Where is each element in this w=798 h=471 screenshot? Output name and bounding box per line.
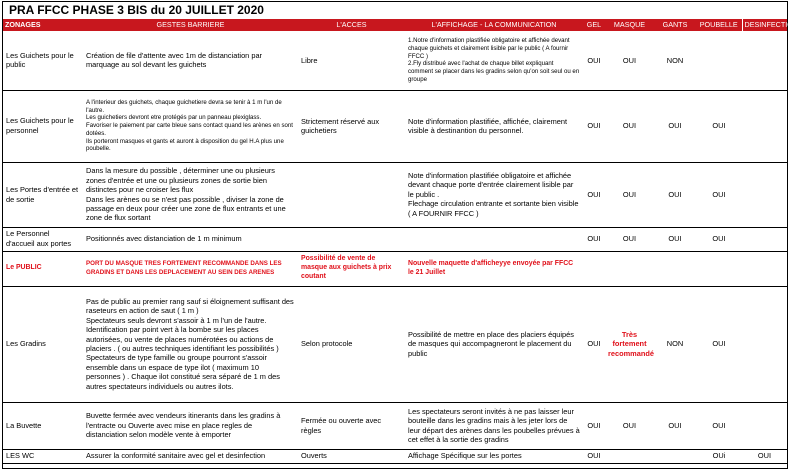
desinfection-cell: OUI (742, 449, 787, 463)
poubelle-cell: OUI (696, 90, 742, 162)
gel-cell: OUI (583, 286, 605, 402)
poubelle-cell: OUi (696, 449, 742, 463)
zone-cell: Les Guichets pour le public (3, 31, 83, 90)
gel-cell: OUI (583, 227, 605, 251)
table-row (3, 162, 787, 227)
desinfection-cell (742, 162, 787, 227)
gestes-cell: Assurer la conformité sanitaire avec gel et desinfection (83, 449, 298, 463)
acces-cell: Libre (298, 31, 405, 90)
gants-cell: NON (654, 31, 696, 90)
acces-cell: Selon protocole (298, 286, 405, 402)
masque-cell (605, 449, 654, 463)
gants-cell: OUI (654, 402, 696, 449)
zone-cell: LES WC (3, 449, 83, 463)
desinfection-cell (742, 90, 787, 162)
poubelle-cell: OUI (696, 402, 742, 449)
masque-cell: Très fortement recommandé (605, 286, 654, 402)
gel-cell (583, 251, 605, 286)
header-row (3, 19, 787, 31)
affichage-cell: 1.Notre d'information plastifiée obligatoire et affichée devant chaque guichets et clairement lisible par le public ( A fournir FFCC ) 2.Fly distribué avec l'achat de chaque billet expliquant comment se placer dans les gradins selon qu'on soit seul ou en groupe (405, 31, 583, 90)
header-poubelle: POUBELLE (696, 19, 742, 31)
desinfection-cell (742, 227, 787, 251)
gants-cell (654, 449, 696, 463)
zone-cell: Les Guichets pour le personnel (3, 90, 83, 162)
acces-cell (298, 162, 405, 227)
zone-cell: Le Personnel d'accueil aux portes (3, 227, 83, 251)
zone-cell: La Buvette (3, 402, 83, 449)
gestes-cell: A l'interieur des guichets, chaque guichetiere devra se tenir à 1 m l'un de l'autre. Les guichetiers devront etre protégés par un panneau plexiglass. Favoriser le paiement par carte bleue sans contact quand les arènes en sont dotées. Ils porteront masques et gants et auront à disposition du gel H.A plus une poubelle. (83, 90, 298, 162)
gestes-cell: PORT DU MASQUE TRES FORTEMENT RECOMMANDE DANS LES GRADINS ET DANS LES DEPLACEMENT AU SEIN DES ARENES (83, 251, 298, 286)
poubelle-cell: OUI (696, 162, 742, 227)
affichage-cell: Note d'information plastifiée, affichée, clairement visible à destinantion du personnel. (405, 90, 583, 162)
zone-cell: Le PUBLIC (3, 251, 83, 286)
header-desinfection: DESINFECTION (742, 19, 787, 31)
gel-cell: OUI (583, 31, 605, 90)
masque-cell: OUI (605, 31, 654, 90)
table-row (3, 90, 787, 162)
protocol-table (3, 19, 798, 464)
masque-cell (605, 251, 654, 286)
gestes-cell: Création de file d'attente avec 1m de distanciation par marquage au sol devant les guichets (83, 31, 298, 90)
gel-cell: OUI (583, 162, 605, 227)
affichage-cell: Affichage Spécifique sur les portes (405, 449, 583, 463)
header-affichage: L'AFFICHAGE - LA COMMUNICATION (405, 19, 583, 31)
poubelle-cell (696, 31, 742, 90)
desinfection-cell (742, 402, 787, 449)
acces-cell: Ouverts (298, 449, 405, 463)
acces-cell (298, 227, 405, 251)
header-zonages: ZONAGES (3, 19, 83, 31)
desinfection-cell (742, 251, 787, 286)
affichage-cell (405, 227, 583, 251)
gel-cell: OUI (583, 449, 605, 463)
poubelle-cell (696, 251, 742, 286)
poubelle-cell: OUI (696, 286, 742, 402)
acces-cell: Fermée ou ouverte avec règles (298, 402, 405, 449)
gestes-cell: Buvette fermée avec vendeurs itinerants dans les gradins à l'entracte ou Ouverte avec mise en place regles de distanciation selon modèle vente à emporter (83, 402, 298, 449)
gants-cell: OUI (654, 90, 696, 162)
gants-cell (654, 251, 696, 286)
acces-cell: Strictement réservé aux guichetiers (298, 90, 405, 162)
gestes-cell: Dans la mesure du possible , déterminer une ou plusieurs zones d'entrée et une ou plusieurs zones de sortie bien distinctes pour ne croiser les flux Dans les arènes ou se n'est pas possible , diviser la zone de passage en deux pour créer une zone de flux entrants et une zone de flux sortant (83, 162, 298, 227)
header-acces: L'ACCES (298, 19, 405, 31)
table-row (3, 227, 787, 251)
gants-cell: OUI (654, 227, 696, 251)
table-row (3, 31, 787, 90)
gants-cell: OUI (654, 162, 696, 227)
table-row (3, 251, 787, 286)
table-row (3, 402, 787, 449)
gel-cell: OUI (583, 90, 605, 162)
zone-cell: Les Portes d'entrée et de sortie (3, 162, 83, 227)
gestes-cell: Pas de public au premier rang sauf si éloignement suffisant des raseteurs en action de saut ( 1 m ) Spectateurs seuls devront s'assoir à 1 m l'un de l'autre. Identification par point vert à la bombe sur les places autorisées, ou vente de places numérotées ou actions de placiers . ( ou autres techniques identifiant les possibilités ) Spectateurs de type famille ou groupe pourront s'assoir ensemble dans un espace de type ilot ( maximum 10 personnes ) . Chaque ilot constitué sera séparé de 1 m des autres spectateurs individuels ou autres ilots. (83, 286, 298, 402)
table-row (3, 449, 787, 463)
affichage-cell: Nouvelle maquette d'afficheyye envoyée par FFCC le 21 Juillet (405, 251, 583, 286)
header-gants: GANTS (654, 19, 696, 31)
gel-cell: OUI (583, 402, 605, 449)
page-title: PRA FFCC PHASE 3 BIS du 20 JUILLET 2020 (9, 3, 264, 17)
table-row (3, 286, 787, 402)
zone-cell: Les Gradins (3, 286, 83, 402)
acces-cell: Possibilité de vente de masque aux guichets à prix coutant (298, 251, 405, 286)
affichage-cell: Les spectateurs seront invités à ne pas laisser leur bouteille dans les gradins mais à les jeter lors de leur départ des arènes dans les poubelles prévues à cet effet à la sortie des gradins (405, 402, 583, 449)
affichage-cell: Possibilité de mettre en place des placiers équipés de masques qui accompagneront le placement du public (405, 286, 583, 402)
header-masque: MASQUE (605, 19, 654, 31)
masque-cell: OUI (605, 402, 654, 449)
poubelle-cell: OUI (696, 227, 742, 251)
masque-cell: OUI (605, 227, 654, 251)
header-gel: GEL (583, 19, 605, 31)
desinfection-cell (742, 286, 787, 402)
protocol-sheet (2, 1, 798, 469)
header-gestes-barriere: GESTES BARRIERE (83, 19, 298, 31)
affichage-cell: Note d'information plastifiée obligatoire et affichée devant chaque porte d'entrée clairement lisible par le public . Flechage circulation entrante et sortante bien visible ( A FOURNIR FFCC ) (405, 162, 583, 227)
masque-cell: OUI (605, 90, 654, 162)
desinfection-cell (742, 31, 787, 90)
gants-cell: NON (654, 286, 696, 402)
masque-cell: OUI (605, 162, 654, 227)
gestes-cell: Positionnés avec distanciation de 1 m minimum (83, 227, 298, 251)
